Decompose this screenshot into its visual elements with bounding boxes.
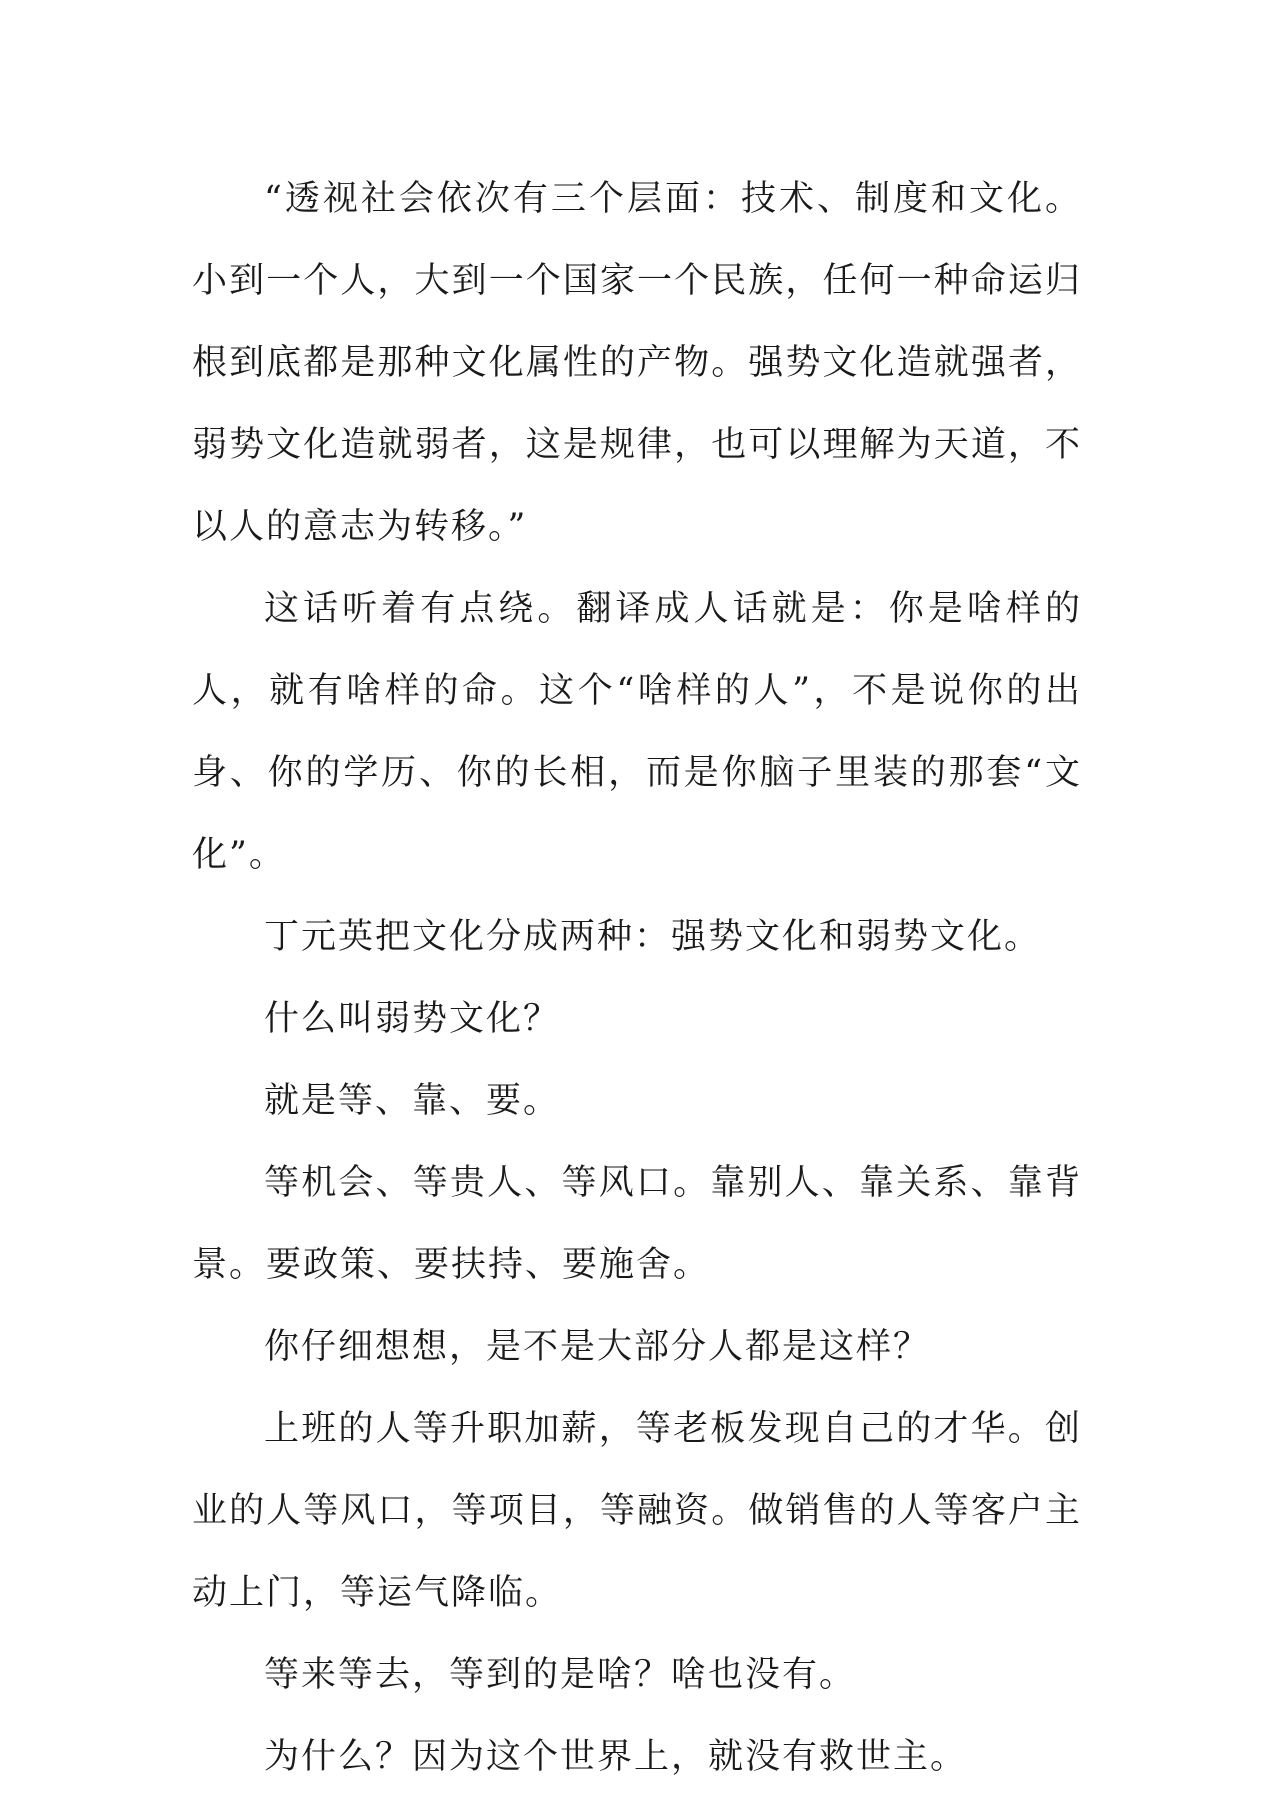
paragraph-3: 丁元英把文化分成两种：强势文化和弱势文化。: [264, 917, 1042, 957]
paragraph-8: 上班的人等升职加薪，等老板发现自己的才华。创业的人等风口，等项目，等融资。做销售的人等客户主动上门，等运气降临。: [192, 1409, 1082, 1613]
paragraph-6: 等机会、等贵人、等风口。靠别人、靠关系、靠背景。要政策、要扶持、要施舍。: [192, 1163, 1082, 1285]
paragraph-1: “透视社会依次有三个层面：技术、制度和文化。小到一个人，大到一个国家一个民族，任何一种命运归根到底都是那种文化属性的产物。强势文化造就强者，弱势文化造就弱者，这是规律，也可以理解为天道，不以人的意志为转移。”: [192, 179, 1082, 547]
paragraph-5: 就是等、靠、要。: [264, 1081, 561, 1121]
paragraph-10: 为什么？因为这个世界上，就没有救世主。: [264, 1737, 968, 1777]
paragraph-7: 你仔细想想，是不是大部分人都是这样？: [264, 1327, 931, 1367]
paragraph-4: 什么叫弱势文化？: [264, 999, 561, 1039]
paragraph-2: 这话听着有点绕。翻译成人话就是：你是啥样的人，就有啥样的命。这个“啥样的人”，不是说你的出身、你的学历、你的长相，而是你脑子里装的那套“文化”。: [192, 589, 1082, 875]
paragraph-9: 等来等去，等到的是啥？啥也没有。: [264, 1655, 857, 1695]
document-body: [192, 158, 1082, 1798]
